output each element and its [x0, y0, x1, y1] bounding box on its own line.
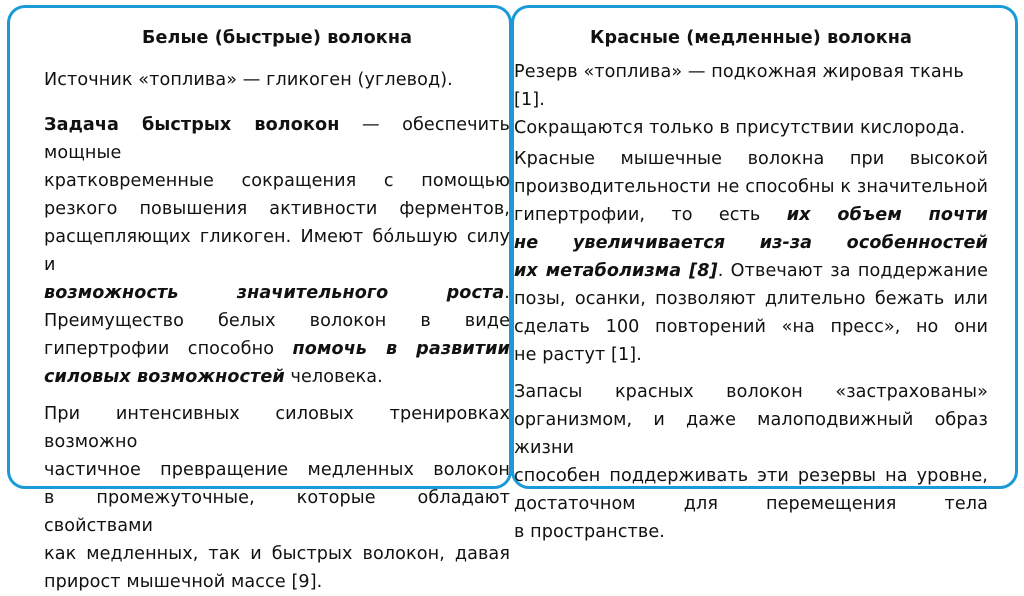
red-features-emphasis: не увеличивается из-за особенностей — [514, 233, 988, 253]
red-fibers-heading: Красные (медленные) волокна — [590, 28, 912, 48]
white-strength-emphasis: силовых возможностей — [44, 367, 285, 387]
white-fuel-source-text: Источник «топлива» — гликоген (углевод). — [44, 70, 453, 90]
white-task-line — [44, 111, 510, 167]
red-volume-emphasis: их объем почти — [786, 205, 988, 225]
red-hypertrophy-paragraph — [514, 145, 988, 369]
white-task-paragraph — [44, 111, 510, 391]
red-hypertrophy-line: позы, осанки, позволяют длительно бежать или — [514, 289, 988, 309]
white-training-paragraph — [44, 400, 510, 596]
red-reserves-paragraph — [514, 378, 988, 546]
red-reserves-line: Запасы красных волокон «застрахованы» — [514, 382, 988, 402]
white-training-line: частичное превращение медленных волокон — [44, 460, 510, 480]
white-training-line: прирост мышечной массе [9]. — [44, 572, 323, 592]
white-fibers-column — [44, 0, 510, 592]
white-task-line7-start: гипертрофии способно — [44, 339, 293, 359]
white-task-line: резкого повышения активности ферментов, — [44, 199, 510, 219]
white-task-term: Задача быстрых волокон — [44, 115, 340, 135]
red-reserves-line: в пространстве. — [514, 522, 665, 542]
white-task-line — [44, 335, 510, 363]
white-training-line: в промежуточные, которые обладают свойствами — [44, 488, 510, 536]
red-hypertrophy-line5-rest: . Отвечают за поддержание — [717, 261, 989, 281]
red-hypertrophy-line: производительности не способны к значительной — [514, 177, 988, 197]
red-fibers-column — [514, 0, 989, 542]
white-growth-emphasis: возможность значительного роста — [44, 283, 505, 303]
white-task-line1-rest: — обеспечить мощные — [44, 115, 510, 163]
red-hypertrophy-line3-start: гипертрофии, то есть — [514, 205, 787, 225]
white-task-line: кратковременные сокращения с помощью — [44, 171, 510, 191]
red-reserves-line: достаточном для перемещения тела — [514, 494, 988, 514]
white-training-line: При интенсивных силовых тренировках возможно — [44, 404, 510, 452]
red-hypertrophy-line — [514, 257, 988, 285]
red-hypertrophy-line — [514, 201, 988, 229]
white-task-line — [44, 279, 510, 307]
red-fuel-line: Сокращаются только в присутствии кислорода. — [514, 118, 966, 138]
white-task-line: Преимущество белых волокон в виде — [44, 311, 510, 331]
red-metabolism-emphasis: их метаболизма [8] — [514, 261, 718, 281]
red-fuel-line: Резерв «топлива» — подкожная жировая ткань [1]. — [514, 62, 964, 110]
red-hypertrophy-line: Красные мышечные волокна при высокой — [514, 149, 988, 169]
red-hypertrophy-line: сделать 100 повторений «на пресс», но они — [514, 317, 988, 337]
white-task-line — [44, 363, 510, 391]
white-task-line: расщепляющих гликоген. Имеют бо́льшую силу и — [44, 227, 510, 275]
white-fibers-heading: Белые (быстрые) волокна — [141, 28, 413, 48]
red-hypertrophy-line: не растут [1]. — [514, 345, 642, 365]
red-reserves-line: способен поддерживать эти резервы на уровне, — [514, 466, 988, 486]
white-help-emphasis: помочь в развитии — [292, 339, 510, 359]
red-fuel-paragraph — [514, 58, 988, 142]
white-growth-period: . — [504, 283, 510, 303]
white-training-line: как медленных, так и быстрых волокон, давая — [44, 544, 510, 564]
red-reserves-line: организмом, и даже малоподвижный образ жизни — [514, 410, 988, 458]
white-task-line8-end: человека. — [284, 367, 383, 387]
